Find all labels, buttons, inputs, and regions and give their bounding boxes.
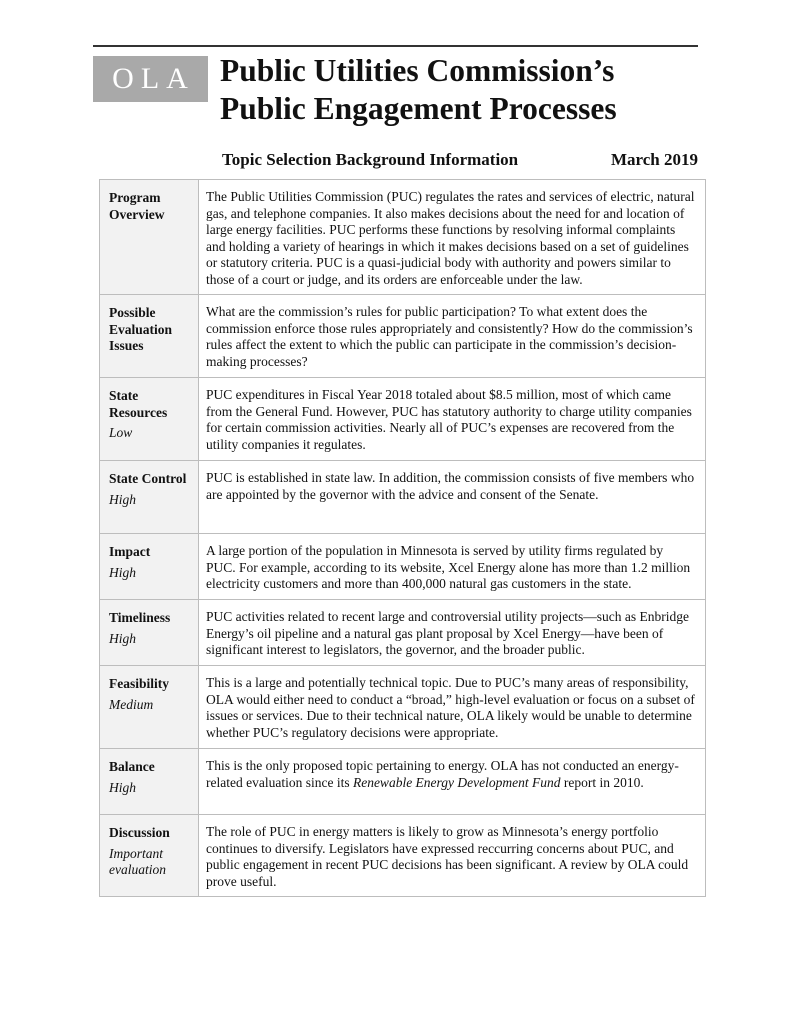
row-label: Impact <box>109 544 151 559</box>
ola-logo <box>93 56 208 102</box>
row-text: The role of PUC in energy matters is likely to grow as Minnesota’s energy portfolio continues to diversify. Legislators have expressed reccurring concerns about PUC, and public engagement in recent PUC decisions has been significant. A review by OLA could prove useful. <box>199 815 706 897</box>
top-rule <box>93 45 698 47</box>
row-discussion <box>100 815 706 897</box>
row-label-cell <box>100 461 199 534</box>
logo-text: OLA <box>112 62 195 95</box>
row-label: Program Overview <box>109 190 165 222</box>
row-label: Possible Evaluation Issues <box>109 305 173 353</box>
row-text: PUC expenditures in Fiscal Year 2018 totaled about $8.5 million, most of which came from the General Fund. However, PUC has statutory authority to charge utility companies for certain commission activities. Nearly all of PUC’s expenses are recovered from the utility companies it regulates. <box>199 378 706 461</box>
row-label: Feasibility <box>109 676 169 691</box>
row-rating: High <box>109 779 136 795</box>
row-label-cell <box>100 534 199 600</box>
row-timeliness <box>100 600 706 666</box>
row-label-cell <box>100 600 199 666</box>
row-rating: Medium <box>109 696 154 712</box>
row-label-cell <box>100 180 199 295</box>
report-date: March 2019 <box>610 150 698 169</box>
row-label: State Resources <box>109 388 168 420</box>
row-text: A large portion of the population in Minnesota is served by utility firms regulated by PUC. For example, according to its website, Xcel Energy alone has more than 1.2 million electricity customers and more than 400,000 natural gas customers in the state. <box>199 534 706 600</box>
row-label-cell <box>100 295 199 378</box>
balance-text-after: report in 2010. <box>560 774 644 790</box>
row-state-control <box>100 461 706 534</box>
balance-text-before: This is the only proposed topic pertaining to energy. OLA has not conducted an energy-related evaluation since its <box>206 758 679 790</box>
row-balance <box>100 749 706 815</box>
row-text: The Public Utilities Commission (PUC) regulates the rates and services of electric, natural gas, and telephone companies. It also makes decisions about the need for and location of large energy facilities. PUC performs these functions by resolving informal complaints and holding a variety of hearings in which it makes decisions based on a set of guidelines or statutory criteria. PUC is a quasi-judicial body with authority and powers similar to those of a court or judge, and its orders are enforceable under the law. <box>199 180 706 295</box>
row-label: State Control <box>109 471 187 486</box>
subtitle: Topic Selection Background Information <box>222 150 519 169</box>
title-line-1: Public Utilities Commission’s <box>220 53 615 88</box>
row-text <box>199 749 706 815</box>
topic-table <box>99 179 706 897</box>
row-label: Balance <box>109 759 155 774</box>
row-rating: Low <box>109 425 133 440</box>
row-label: Timeliness <box>109 610 171 625</box>
row-impact <box>100 534 706 600</box>
row-rating: High <box>109 491 136 507</box>
subheading <box>222 150 698 170</box>
row-state-resources <box>100 378 706 461</box>
row-feasibility <box>100 666 706 749</box>
row-text: What are the commission’s rules for public participation? To what extent does the commission enforce those rules appropriately and consistently? How do the commission’s rules affect the extent to which the public can participate in the commission’s decision-making processes? <box>199 295 706 378</box>
row-label-cell <box>100 666 199 749</box>
row-label-cell <box>100 815 199 897</box>
row-possible-evaluation-issues <box>100 295 706 378</box>
row-label: Discussion <box>109 825 170 840</box>
balance-report-title: Renewable Energy Development Fund <box>352 774 561 790</box>
row-rating: Important evaluation <box>109 845 166 877</box>
page-title <box>220 52 617 128</box>
row-text: PUC is established in state law. In addition, the commission consists of five members who are appointed by the governor with the advice and consent of the Senate. <box>199 461 706 534</box>
title-line-2: Public Engagement Processes <box>220 91 617 126</box>
row-rating: High <box>109 630 136 646</box>
row-label-cell <box>100 749 199 815</box>
row-rating: High <box>109 564 136 580</box>
row-program-overview <box>100 180 706 295</box>
row-label-cell <box>100 378 199 461</box>
row-text: PUC activities related to recent large and controversial utility projects—such as Enbridge Energy’s oil pipeline and a natural gas plant proposal by Xcel Energy—have been of significant interest to legislators, the governor, and the broader public. <box>199 600 706 666</box>
row-text: This is a large and potentially technical topic. Due to PUC’s many areas of responsibility, OLA would either need to conduct a “broad,” high-level evaluation or focus on a subset of issues or services. Due to their technical nature, OLA likely would be unable to determine whether PUC’s regulatory decisions were appropriate. <box>199 666 706 749</box>
